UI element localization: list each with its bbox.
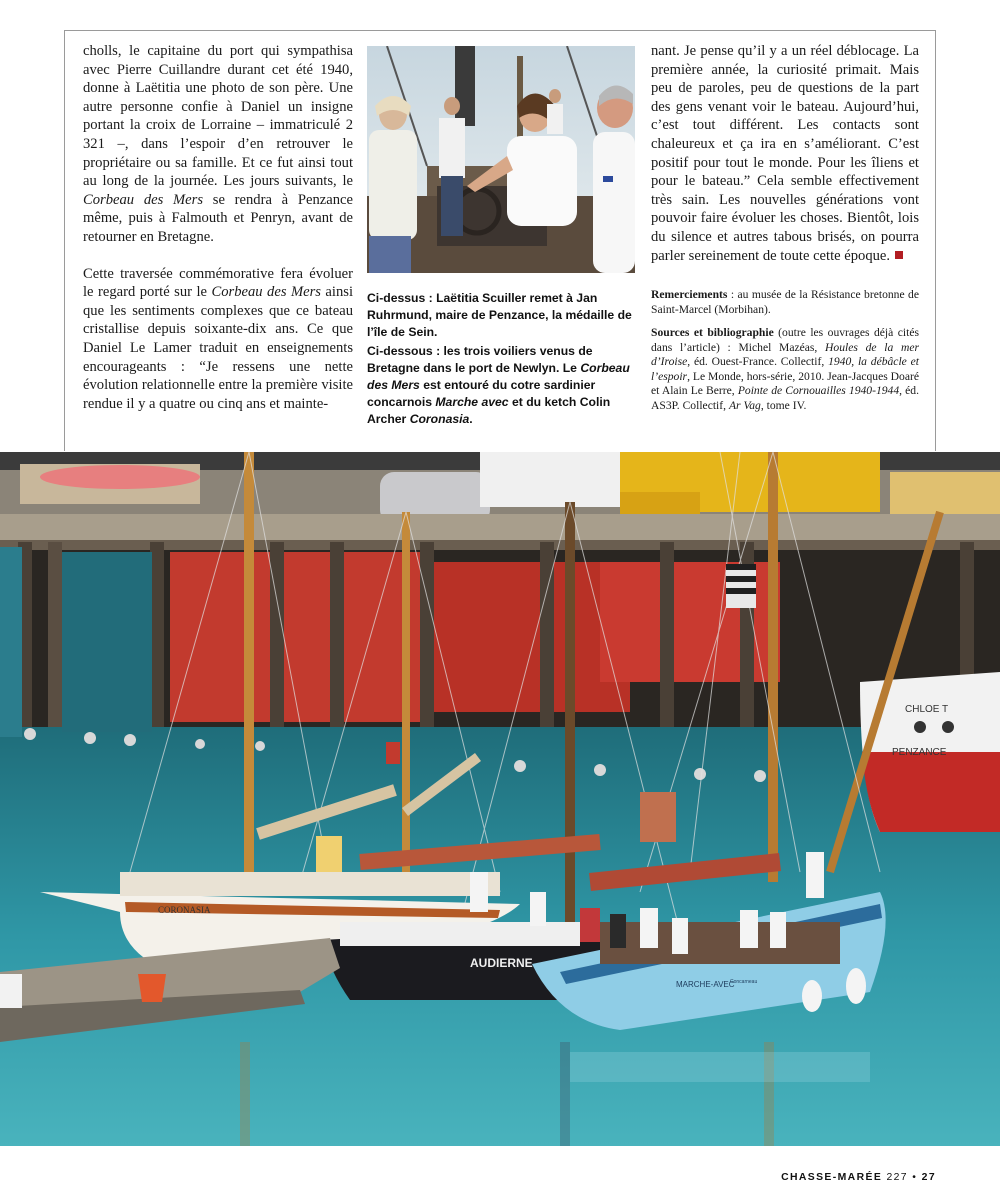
boat-name: Corbeau des Mers: [367, 361, 630, 392]
acknowledgements: Remerciements : au musée de la Résistance bretonne de Saint-Marcel (Morbihan).: [651, 288, 919, 316]
article-column-left: [83, 42, 353, 413]
boat-name: Corbeau des Mers: [83, 191, 204, 208]
paragraph: nant. Je pense qu’il y a un réel déblocage. La première année, la curiosité primait. Mais peu de paroles, peu de questions de la part des gens venant voir le bateau. Aujourd’hui, c’est tout différent. Les contacts sont chaleureux et ça ira en s’améliorant. C’est positif pour tout le monde. Pour les îliens et pour le bateau.” Cela semble effectivement très sain. Les nouvelles générations vont pouvoir faire évoluer les choses. Bientôt, lois du silence et autres tabous brisés, on pourra parler sereinement de toute cette époque.: [651, 43, 919, 264]
boat-name-marche-avec: MARCHE-AVEC: [676, 980, 735, 989]
photo-medal-ceremony: [367, 46, 635, 273]
end-of-article-mark: [895, 251, 903, 259]
caption-below: Ci-dessous : les trois voiliers venus de Bretagne dans le port de Newlyn. Le Corbeau des Mers est entouré du cotre sardinier concarnois Marche avec et du ketch Colin Archer Coronasia.: [367, 344, 630, 426]
boat-port-concarneau: Concarneau: [730, 979, 758, 985]
issue-number: 227: [886, 1172, 908, 1183]
footer-separator: •: [912, 1172, 918, 1183]
caption-above: Ci-dessus : Laëtitia Scuiller remet à Jan Ruhrmund, maire de Penzance, la médaille de l’île de Sein.: [367, 291, 632, 339]
photo-newlyn-harbour: [0, 452, 1000, 1146]
magazine-name: CHASSE-MARÉE: [781, 1172, 883, 1183]
page-number: 27: [921, 1172, 936, 1183]
paragraph: cholls, le capitaine du port qui sympathisa avec Pierre Cuillandre durant cet été 1940, donne à Laëtitia une photo de son père. Une autre personne confie à Daniel un insigne portant la croix de Lorraine – immatriculé 2 321 –, dans l’espoir d’en retrouver le propriétaire ou sa famille. Et ce fut ainsi tout au long de la journée. Les jours suivants, le Corbeau des Mers se rendra à Penzance même, puis à Falmouth et Penryn, avant de retourner en Bretagne.: [83, 43, 353, 245]
boat-name: Corbeau des Mers: [211, 284, 321, 301]
sources-bibliography: Sources et bibliographie (outre les ouvrages déjà cités dans l’article) : Michel Mazéas, Houles de la mer d’Iroise, éd. Ouest-France. Collectif, 1940, la débâcle et l’espoir, Le Monde, hors-série, 2010. Jean-Jacques Doaré et Alain Le Berre, Pointe de Cornouailles 1940-1944, éd. AS3P. Collectif, Ar Vag, tome IV.: [651, 326, 919, 412]
boat-name-audierne: AUDIERNE: [470, 956, 533, 970]
boat-name: Coronasia: [409, 412, 470, 426]
article-column-right: [651, 42, 919, 265]
boat-port-penzance: PENZANCE: [892, 747, 947, 758]
boat-name-chloe: CHLOE T: [905, 704, 949, 715]
boat-name-coronasia: CORONASIA: [158, 905, 211, 915]
paragraph: Cette traversée commémorative fera évoluer le regard porté sur le Corbeau des Mers ainsi que les sentiments complexes que ce bateau cristallise depuis soixante-dix ans. Ce que Daniel Le Lamer traduit en enseignements encourageants : “Je ressens une nette évolution relationnelle entre la première visite rendue il y a quatre ou cinq ans et mainte-: [83, 265, 353, 412]
page-footer: [781, 1172, 936, 1183]
boat-name: Marche avec: [435, 395, 509, 409]
